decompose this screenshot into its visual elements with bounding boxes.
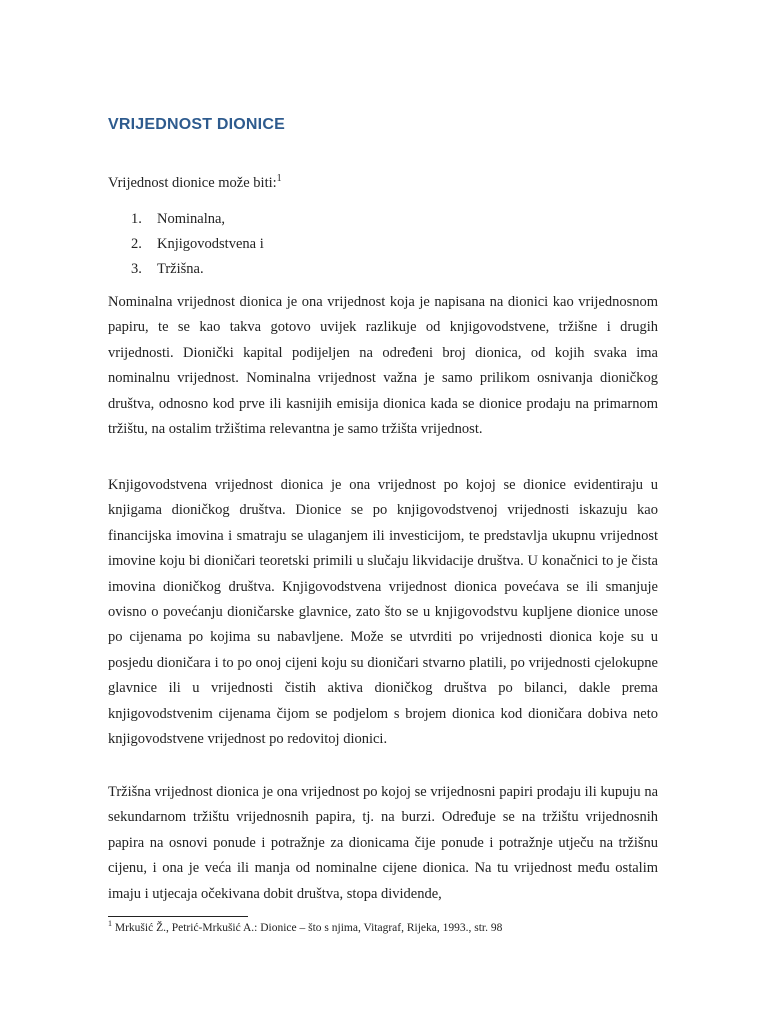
footnote-separator <box>108 916 248 917</box>
footnote-text: Mrkušić Ž., Petrić-Mrkušić A.: Dionice – što s njima, Vitagraf, Rijeka, 1993., str. 98 <box>112 922 503 934</box>
list-item-number: 2. <box>131 236 142 252</box>
list-item-label: Knjigovodstvena i <box>157 236 264 252</box>
list-item-label: Tržišna. <box>157 261 204 277</box>
intro-text: Vrijednost dionice može biti: <box>108 175 277 191</box>
intro-line <box>108 175 282 192</box>
list-item-number: 1. <box>131 211 142 227</box>
list-item-number: 3. <box>131 261 142 277</box>
paragraph-nominal-value: Nominalna vrijednost dionica je ona vrijednost koja je napisana na dionici kao vrijednosnom papiru, te se kao takva gotovo uvijek razlikuje od knjigovodstvene, tržišne i drugih vrijednosti. Dionički kapital podijeljen na određeni broj dionica, od kojih svaka ima nominalnu vrijednost. Nominalna vrijednost važna je samo prilikom osnivanja dioničkog društva, odnosno kod prve ili kasnijih emisija dionica kada se dionice prodaju na primarnom tržištu, na ostalim tržištima relevantna je samo tržišta vrijednost. <box>108 294 658 438</box>
list-item-label: Nominalna, <box>157 211 226 227</box>
list-item <box>131 235 264 260</box>
footnote-number: 1 <box>108 919 112 929</box>
value-types-list <box>131 210 264 285</box>
paragraph-book-value: Knjigovodstvena vrijednost dionica je ona vrijednost po kojoj se dionice evidentiraju u knjigama dioničkog društva. Dionice se po knjigovodstvenoj vrijednosti iskazuju kao financijska imovina i smatraju se ulaganjem ili investicijom, te predstavlja ukupnu vrijednost imovine koju bi dioničari teoretski primili u slučaju likvidacije društva. U konačnici to je čista imovina dioničkog društva. Knjigovodstvena vrijednost dionica povećava se ili smanjuje ovisno o povećanju dioničarske glavnice, zato što se u knjigovodstvu kupljene dionice unose po cijenama po kojima su nabavljene. Može se utvrditi po vrijednosti dionica koje su u posjedu dioničara i to po onoj cijeni koju su dioničari stvarno platili, po vrijednosti cjelokupne glavnice ili u vrijednosti čistih aktiva dioničkog društva po bilanci, dakle prema knjigovodstvenim cijenama čijom se podjelom s brojem dionica kod dioničara dobiva neto knjigovodstvene vrijednost po redovitoj dionici. <box>108 477 658 748</box>
list-item <box>131 260 264 285</box>
list-item <box>131 210 264 235</box>
footnote <box>108 919 503 934</box>
paragraph-market-value: Tržišna vrijednost dionica je ona vrijednost po kojoj se vrijednosni papiri prodaju ili kupuju na sekundarnom tržištu vrijednosnih papira, tj. na burzi. Određuje se na tržištu vrijednosnih papira na osnovi ponude i potražnje za dionicama čije ponude i potražnje utječu na tržišnu cijenu, i ona je veća ili manja od nominalne cijene dionica. Na tu vrijednost među ostalim imaju i utjecaja očekivana dobit društva, stopa dividende, <box>108 784 658 902</box>
section-heading: VRIJEDNOST DIONICE <box>108 116 285 133</box>
footnote-reference: 1 <box>276 173 282 185</box>
